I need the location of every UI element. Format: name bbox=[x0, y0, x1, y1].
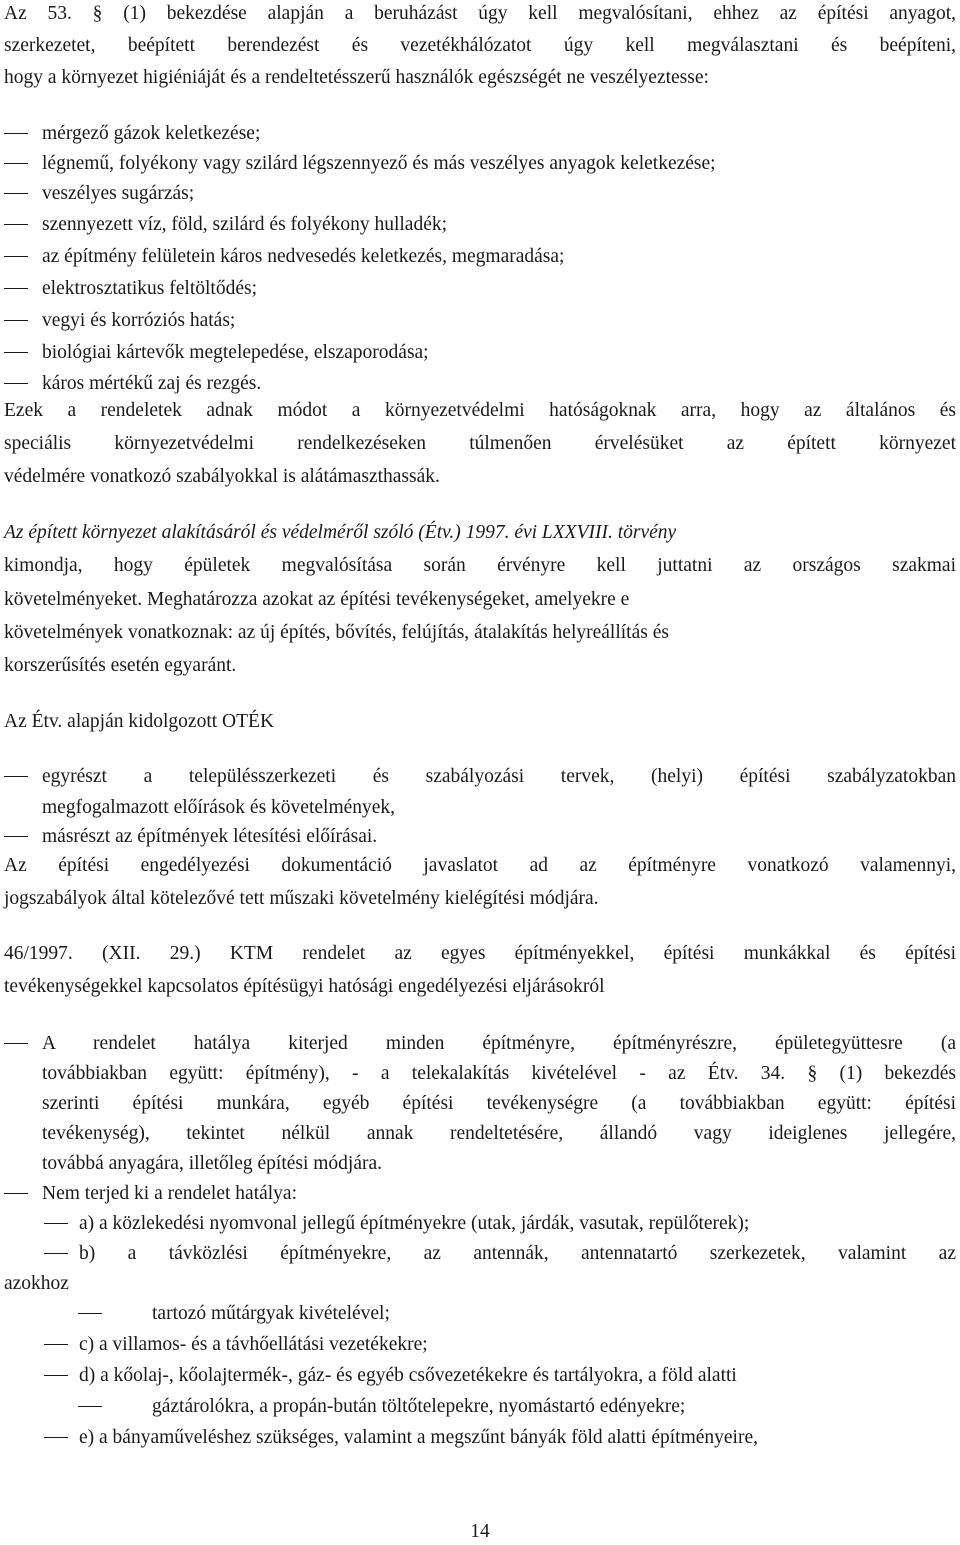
intro-line-1: Az 53. § (1) bekezdése alapján a beruházást úgy kell megvalósítani, ehhez az építési anyagot, bbox=[4, 3, 956, 24]
dash-icon bbox=[44, 1223, 68, 1224]
intro-line-2: szerkezetet, beépített berendezést és vezetékhálózatot úgy kell megválasztani és beépíteni, bbox=[4, 35, 956, 56]
dash-icon bbox=[4, 776, 28, 777]
otek-heading: Az Étv. alapján kidolgozott OTÉK bbox=[4, 711, 275, 732]
ktm-scope-line: A rendelet hatálya kiterjed minden építményre, építményrészre, épületegyüttesre (a bbox=[42, 1033, 956, 1054]
hazard-item: biológiai kártevők megtelepedése, elszaporodása; bbox=[42, 342, 429, 363]
otek-item-1-line-2: megfogalmazott előírások és követelmények, bbox=[42, 797, 396, 818]
para-ezek-line-3: védelmére vonatkozó szabályokkal is alátámaszthassák. bbox=[4, 466, 440, 487]
dash-icon bbox=[4, 133, 28, 134]
dash-icon bbox=[4, 163, 28, 164]
dash-icon bbox=[4, 1043, 28, 1044]
ktm-scope-line: továbbá anyagára, illetőleg építési módjára. bbox=[42, 1153, 383, 1174]
dash-icon bbox=[44, 1375, 68, 1376]
ktm-exclude-heading: Nem terjed ki a rendelet hatálya: bbox=[42, 1183, 298, 1204]
etv-line-1: kimondja, hogy épületek megvalósítása során érvényre kell juttatni az országos szakmai bbox=[4, 555, 956, 576]
dash-icon bbox=[78, 1313, 102, 1314]
para-ezek-line-1: Ezek a rendeletek adnak módot a környezetvédelmi hatóságoknak arra, hogy az általános és bbox=[4, 400, 956, 421]
exclude-item-b-line-3: tartozó műtárgyak kivételével; bbox=[152, 1303, 390, 1324]
exclude-item-d-line-2: gáztárolókra, a propán-bután töltőtelepekre, nyomástartó edényekre; bbox=[152, 1396, 686, 1417]
intro-line-3: hogy a környezet higiéniáját és a rendeltetésszerű használók egészségét ne veszélyeztesse: bbox=[4, 67, 709, 88]
dash-icon bbox=[4, 1193, 28, 1194]
dash-icon bbox=[44, 1344, 68, 1345]
ktm-line-1: 46/1997. (XII. 29.) KTM rendelet az egyes építményekkel, építési munkákkal és építési bbox=[4, 943, 956, 964]
hazard-item: veszélyes sugárzás; bbox=[42, 183, 195, 204]
exclude-item-b-line-2: azokhoz bbox=[4, 1273, 69, 1294]
ktm-scope-line: szerinti építési munkára, egyéb építési tevékenységre (a továbbiakban együtt: építési bbox=[42, 1093, 956, 1114]
etv-line-4: korszerűsítés esetén egyaránt. bbox=[4, 655, 237, 676]
dash-icon bbox=[4, 352, 28, 353]
otek-item-1-line-1: egyrészt a településszerkezeti és szabályozási tervek, (helyi) építési szabályzatokban bbox=[42, 766, 956, 787]
exclude-item-d-line-1: d) a kőolaj-, kőolajtermék-, gáz- és egyéb csővezetékekre és tartályokra, a föld alatti bbox=[79, 1365, 737, 1386]
ktm-scope-line: tevékenység), tekintet nélkül annak rendeltetésére, állandó vagy ideiglenes jellegére, bbox=[42, 1123, 956, 1144]
dash-icon bbox=[44, 1437, 68, 1438]
hazard-item: vegyi és korróziós hatás; bbox=[42, 310, 236, 331]
otek-para-line-2: jogszabályok által kötelezővé tett műszaki követelmény kielégítési módjára. bbox=[4, 888, 599, 909]
ktm-line-2: tevékenységekkel kapcsolatos építésügyi hatósági engedélyezési eljárásokról bbox=[4, 976, 605, 997]
dash-icon bbox=[4, 193, 28, 194]
hazard-item: káros mértékű zaj és rezgés. bbox=[42, 373, 262, 394]
hazard-item: elektrosztatikus feltöltődés; bbox=[42, 278, 257, 299]
dash-icon bbox=[44, 1253, 68, 1254]
page-number: 14 bbox=[470, 1521, 490, 1542]
hazard-item: légnemű, folyékony vagy szilárd légszennyező és más veszélyes anyagok keletkezése; bbox=[42, 153, 716, 174]
exclude-item-e: e) a bányaműveléshez szükséges, valamint a megszűnt bányák föld alatti építményeire, bbox=[79, 1427, 758, 1448]
hazard-item: szennyezett víz, föld, szilárd és folyékony hulladék; bbox=[42, 214, 448, 235]
otek-item-2: másrészt az építmények létesítési előírásai. bbox=[42, 826, 378, 847]
dash-icon bbox=[4, 320, 28, 321]
dash-icon bbox=[4, 224, 28, 225]
etv-line-2: követelményeket. Meghatározza azokat az építési tevékenységeket, amelyekre e bbox=[4, 589, 630, 610]
para-ezek-line-2: speciális környezetvédelmi rendelkezéseken túlmenően érvelésüket az épített környezet bbox=[4, 433, 956, 454]
ktm-scope-line: továbbiakban együtt: építmény), - a telekalakítás kivételével - az Étv. 34. § (1) bekezdés bbox=[42, 1063, 956, 1084]
dash-icon bbox=[4, 836, 28, 837]
dash-icon bbox=[4, 256, 28, 257]
etv-title: Az épített környezet alakításáról és védelméről szóló (Étv.) 1997. évi LXXVIII. törvény bbox=[4, 522, 677, 543]
hazard-item: mérgező gázok keletkezése; bbox=[42, 123, 261, 144]
etv-line-3: követelmények vonatkoznak: az új építés, bővítés, felújítás, átalakítás helyreállítás és bbox=[4, 622, 669, 643]
exclude-item-c: c) a villamos- és a távhőellátási vezetékekre; bbox=[79, 1334, 428, 1355]
dash-icon bbox=[4, 383, 28, 384]
otek-para-line-1: Az építési engedélyezési dokumentáció javaslatot ad az építményre vonatkozó valamennyi, bbox=[4, 855, 956, 876]
dash-icon bbox=[78, 1406, 102, 1407]
exclude-item-a: a) a közlekedési nyomvonal jellegű építményekre (utak, járdák, vasutak, repülőterek); bbox=[79, 1213, 750, 1234]
hazard-item: az építmény felületein káros nedvesedés keletkezés, megmaradása; bbox=[42, 246, 565, 267]
dash-icon bbox=[4, 288, 28, 289]
exclude-item-b-line-1: b) a távközlési építményekre, az antennák, antennatartó szerkezetek, valamint az bbox=[79, 1243, 956, 1264]
